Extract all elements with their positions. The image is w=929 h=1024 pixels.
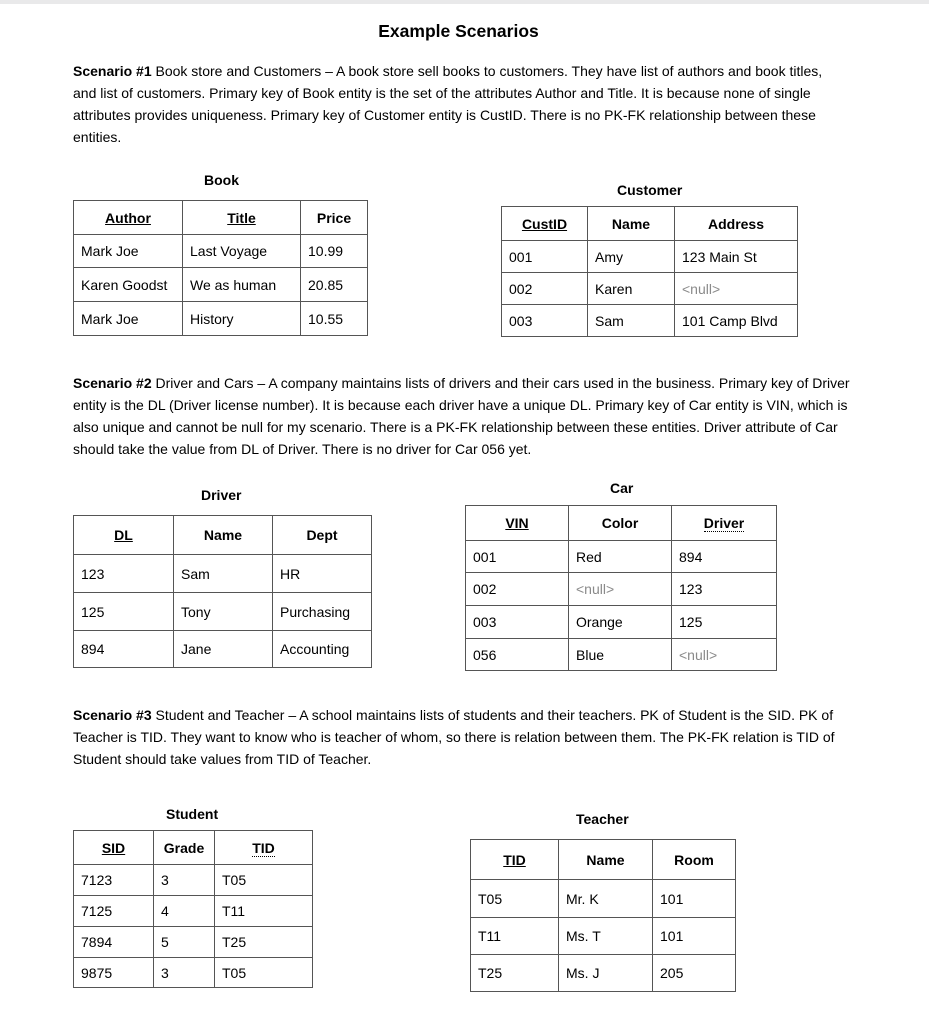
column-header: Dept (273, 516, 372, 555)
table-header-row (466, 506, 777, 541)
table-cell: 101 (653, 880, 736, 918)
scenario-3-paragraph (73, 704, 853, 770)
scenario-2-label: Scenario #2 (73, 375, 152, 391)
table-cell: 7894 (74, 927, 154, 958)
table-header-row (471, 840, 736, 880)
table-cell: Blue (569, 639, 672, 671)
table-row (74, 593, 372, 631)
table-cell: T25 (471, 955, 559, 992)
scenario-1-label: Scenario #1 (73, 63, 152, 79)
column-header: CustID (502, 207, 588, 241)
table-cell: Karen Goodst (74, 268, 183, 302)
table-cell: 002 (466, 573, 569, 606)
table-row (74, 555, 372, 593)
table-cell: 123 (672, 573, 777, 606)
table-row (74, 958, 313, 988)
car-table (465, 505, 777, 671)
table-cell: T11 (215, 896, 313, 927)
column-header: Room (653, 840, 736, 880)
null-cell: <null> (672, 639, 777, 671)
book-table (73, 200, 368, 336)
table-cell: Ms. T (559, 918, 653, 955)
column-header: DL (74, 516, 174, 555)
table-cell: Accounting (273, 631, 372, 668)
table-row (74, 631, 372, 668)
table-cell: T05 (215, 865, 313, 896)
student-table (73, 830, 313, 988)
table-cell: Sam (588, 305, 675, 337)
customer-table (501, 206, 798, 337)
scenario-2-paragraph (73, 372, 853, 460)
table-row (471, 955, 736, 992)
table-cell: 123 (74, 555, 174, 593)
table-header-row (74, 201, 368, 235)
driver-table-caption: Driver (201, 487, 242, 503)
teacher-table-caption: Teacher (576, 811, 629, 827)
column-header: Price (301, 201, 368, 235)
page-title: Example Scenarios (378, 21, 539, 41)
column-header: Grade (154, 831, 215, 865)
table-cell: 205 (653, 955, 736, 992)
table-cell: 125 (672, 606, 777, 639)
table-cell: Red (569, 541, 672, 573)
null-cell: <null> (569, 573, 672, 606)
scenario-3-label: Scenario #3 (73, 707, 152, 723)
table-cell: Tony (174, 593, 273, 631)
column-header: Name (559, 840, 653, 880)
table-cell: 101 Camp Blvd (675, 305, 798, 337)
table-cell: Jane (174, 631, 273, 668)
table-row (471, 880, 736, 918)
table-cell: 9875 (74, 958, 154, 988)
customer-table-caption: Customer (617, 182, 683, 198)
table-row (502, 305, 798, 337)
table-cell: 003 (502, 305, 588, 337)
table-cell: 125 (74, 593, 174, 631)
table-row (466, 573, 777, 606)
table-cell: 20.85 (301, 268, 368, 302)
table-cell: Purchasing (273, 593, 372, 631)
scenario-3-text: Student and Teacher – A school maintains lists of students and their teachers. PK of Student is the SID. PK of Teacher is TID. They want to know who is teacher of whom, so there is relation between them. The PK-FK relation is TID of Student should take values from TID of Teacher. (73, 707, 835, 767)
table-cell: Ms. J (559, 955, 653, 992)
table-row (471, 918, 736, 955)
scenario-1-text: Book store and Customers – A book store sell books to customers. They have list of authors and book titles, and list of customers. Primary key of Book entity is the set of the attributes Author and Title. It is because none of single attributes provides uniqueness. Primary key of Customer entity is CustID. There is no PK-FK relationship between these entities. (73, 63, 823, 145)
table-row (466, 541, 777, 573)
table-cell: T11 (471, 918, 559, 955)
table-cell: History (183, 302, 301, 336)
table-cell: Mark Joe (74, 302, 183, 336)
table-cell: 056 (466, 639, 569, 671)
table-cell: We as human (183, 268, 301, 302)
teacher-table (470, 839, 736, 992)
column-header: Address (675, 207, 798, 241)
table-cell: Sam (174, 555, 273, 593)
table-cell: T25 (215, 927, 313, 958)
table-cell: 4 (154, 896, 215, 927)
table-row (74, 235, 368, 268)
table-cell: 3 (154, 865, 215, 896)
column-header: Color (569, 506, 672, 541)
book-table-caption: Book (204, 172, 239, 188)
table-cell: Karen (588, 273, 675, 305)
null-cell: <null> (675, 273, 798, 305)
table-header-row (74, 831, 313, 865)
car-table-caption: Car (610, 480, 634, 496)
table-cell: Amy (588, 241, 675, 273)
table-cell: 123 Main St (675, 241, 798, 273)
table-header-row (74, 516, 372, 555)
table-row (502, 241, 798, 273)
scenario-2-text: Driver and Cars – A company maintains lists of drivers and their cars used in the business. Primary key of Driver entity is the DL (Driver license number). It is because each driver have a unique DL. Primary key of Car entity is VIN, which is also unique and cannot be null for my scenario. There is a PK-FK relationship between these entities. Driver attribute of Car should take the value from DL of Driver. There is no driver for Car 056 yet. (73, 375, 850, 457)
table-cell: Mark Joe (74, 235, 183, 268)
column-header: SID (74, 831, 154, 865)
table-cell: 001 (502, 241, 588, 273)
table-header-row (502, 207, 798, 241)
column-header: Name (174, 516, 273, 555)
student-table-caption: Student (166, 806, 219, 822)
column-header: VIN (466, 506, 569, 541)
top-edge-bar (0, 0, 929, 4)
table-cell: 10.99 (301, 235, 368, 268)
column-header: Author (74, 201, 183, 235)
table-cell: 101 (653, 918, 736, 955)
column-header: Driver (672, 506, 777, 541)
column-header: Name (588, 207, 675, 241)
table-row (74, 927, 313, 958)
table-row (502, 273, 798, 305)
table-cell: 3 (154, 958, 215, 988)
table-cell: Last Voyage (183, 235, 301, 268)
table-cell: 10.55 (301, 302, 368, 336)
table-row (74, 896, 313, 927)
table-row (74, 865, 313, 896)
table-cell: 7123 (74, 865, 154, 896)
table-cell: 001 (466, 541, 569, 573)
table-cell: 7125 (74, 896, 154, 927)
table-cell: 894 (672, 541, 777, 573)
table-cell: T05 (471, 880, 559, 918)
table-cell: 003 (466, 606, 569, 639)
scenario-1-paragraph (73, 60, 848, 148)
table-cell: 894 (74, 631, 174, 668)
column-header: Title (183, 201, 301, 235)
table-cell: T05 (215, 958, 313, 988)
table-cell: HR (273, 555, 372, 593)
table-cell: Orange (569, 606, 672, 639)
table-row (466, 639, 777, 671)
column-header: TID (215, 831, 313, 865)
driver-table (73, 515, 372, 668)
column-header: TID (471, 840, 559, 880)
table-cell: Mr. K (559, 880, 653, 918)
table-cell: 5 (154, 927, 215, 958)
table-row (74, 302, 368, 336)
table-cell: 002 (502, 273, 588, 305)
table-row (74, 268, 368, 302)
table-row (466, 606, 777, 639)
